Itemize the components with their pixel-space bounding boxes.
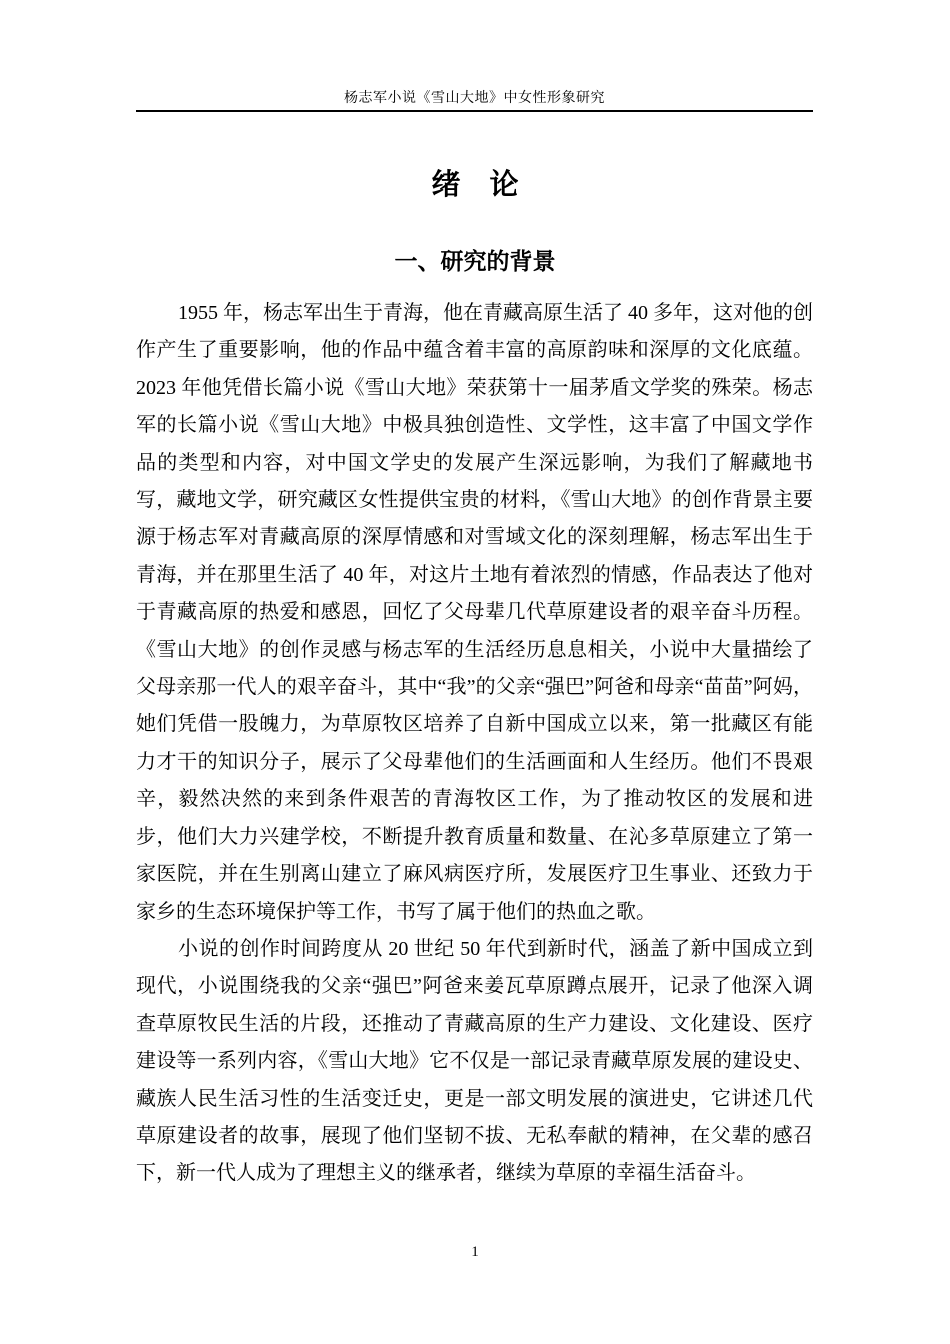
chapter-title: 绪 论 [431,169,519,201]
running-header [136,90,813,112]
paragraph-2: 小说的创作时间跨度从 20 世纪 50 年代到新时代，涵盖了新中国成立到现代，小说围绕我的父亲“强巴”阿爸来姜瓦草原蹲点展开，记录了他深入调查草原牧民生活的片段，还推动了青藏高原的生产力建设、文化建设、医疗建设等一系列内容，《雪山大地》它不仅是一部记录青藏草原发展的建设史、藏族人民生活习性的生活变迁史，更是一部文明发展的演进史，它讲述几代草原建设者的故事，展现了他们坚韧不拔、无私奉献的精神，在父辈的感召下，新一代人成为了理想主义的继承者，继续为草原的幸福生活奋斗。 [136,937,813,1185]
paragraph-1: 1955 年，杨志军出生于青海，他在青藏高原生活了 40 多年，这对他的创作产生了重要影响，他的作品中蕴含着丰富的高原韵味和深厚的文化底蕴。2023 年他凭借长篇小说《雪山大地》荣获第十一届茅盾文学奖的殊荣。杨志军的长篇小说《雪山大地》中极具独创造性、文学性，这丰富了中国文学作品的类型和内容，对中国文学史的发展产生深远影响，为我们了解藏地书写，藏地文学，研究藏区女性提供宝贵的材料，《雪山大地》的创作背景主要源于杨志军对青藏高原的深厚情感和对雪域文化的深刻理解，杨志军出生于青海，并在那里生活了 40 年，对这片土地有着浓烈的情感，作品表达了他对于青藏高原的热爱和感恩，回忆了父母辈几代草原建设者的艰辛奋斗历程。《雪山大地》的创作灵感与杨志军的生活经历息息相关，小说中大量描绘了父母亲那一代人的艰辛奋斗，其中“我”的父亲“强巴”阿爸和母亲“苗苗”阿妈，她们凭借一股魄力，为草原牧区培养了自新中国成立以来，第一批藏区有能力才干的知识分子，展示了父母辈他们的生活画面和人生经历。他们不畏艰辛，毅然决然的来到条件艰苦的青海牧区工作，为了推动牧区的发展和进步，他们大力兴建学校，不断提升教育质量和数量、在沁多草原建立了第一家医院，并在生别离山建立了麻风病医疗所，发展医疗卫生事业、还致力于家乡的生态环境保护等工作，书写了属于他们的热血之歌。 [136,302,813,923]
body-text [136,295,813,1193]
running-header-title: 杨志军小说《雪山大地》中女性形象研究 [344,91,605,106]
page-number: 1 [471,1244,479,1260]
section-heading: 一、研究的背景 [394,248,556,274]
